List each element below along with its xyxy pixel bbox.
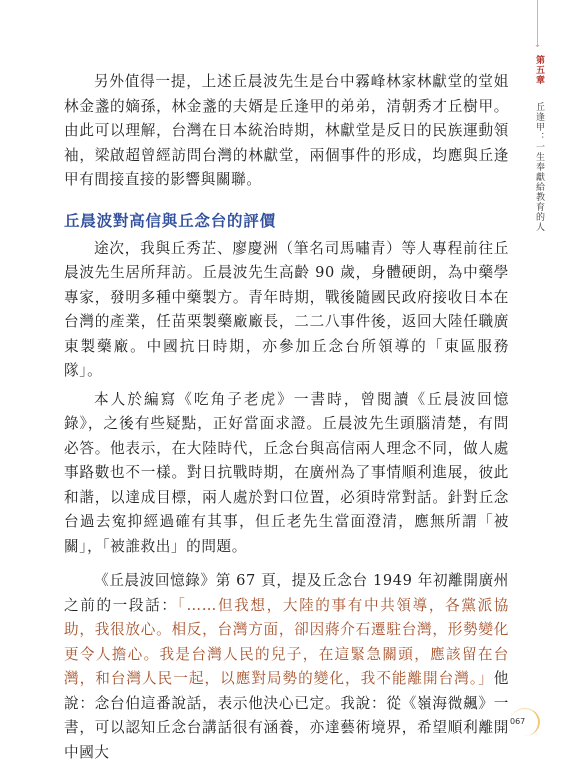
paragraph-2: 途次，我與丘秀芷、廖慶洲（筆名司馬嘯青）等人專程前往丘晨波先生居所拜訪。丘晨波先生高齡 90 歲，身體硬朗，為中藥學專家，發明多種中藥製方。青年時期，戰後隨國民政府接收日本在台灣的產業，任苗栗製藥廠廠長，二二八事件後，返回大陸任職廣東製藥廠。中國抗日時期，亦參加丘念台所領導的「東區服務隊」。 [64,239,509,379]
section-heading: 丘晨波對高信與丘念台的評價 [64,211,276,230]
chapter-label: 第五章 [534,55,544,85]
paragraph-4-intro: 《丘晨波回憶錄》第 67 頁，提及丘念台 1949 年初離開廣州之前的一段話： [64,572,509,614]
paragraph-4 [64,569,509,765]
chevron-down-icon: ⌄ [533,40,542,50]
paragraph-1: 另外值得一提，上述丘晨波先生是台中霧峰林家林獻堂的堂姐林金盞的嫡孫，林金盞的夫婿是丘逢甲的弟弟，清朝秀才丘樹甲。由此可以理解，台灣在日本統治時期，林獻堂是反日的民族運動領袖，梁啟超曾經訪問台灣的林獻堂，兩個事件的形成，均應與丘逢甲有間接直接的影響與關聯。 [64,73,509,188]
chapter-title: 丘逢甲：一生奉獻給教育的人 [534,102,544,232]
main-text [64,70,509,775]
chapter-sidebar [530,55,546,232]
quoted-passage: 「……但我想，大陸的事有中共領導，各黨派協助，我很放心。相反，台灣方面，卻因蔣介石遷駐台灣，形勢變化更令人擔心。我是台灣人民的兒子，在這緊急關頭，應該留在台灣，和台灣人民一起，以應對局勢的變化，我不能離開台灣。」 [64,596,509,687]
paragraph-3: 本人於編寫《吃角子老虎》一書時，曾閱讀《丘晨波回憶錄》，之後有些疑點，正好當面求證。丘晨波先生頭腦清楚，有問必答。他表示，在大陸時代，丘念台與高信兩人理念不同，做人處事路數也不一樣。對日抗戰時期，在廣州為了事情順利進展，彼此和諧，以達成目標，兩人處於對口位置，必須時常對話。針對丘念台過去寃抑經過確有其事，但丘老先生當面澄清，應無所謂「被關」，「被誰救出」的問題。 [64,390,509,555]
paragraph-4-rest: 他說：念台伯這番說話，表示他決心已定。我說：從《嶺海微飆》一書，可以認知丘念台講話很有涵養，亦達藝術境界，希望順利離開中國大 [64,670,509,761]
page-number: 067 [510,717,526,726]
